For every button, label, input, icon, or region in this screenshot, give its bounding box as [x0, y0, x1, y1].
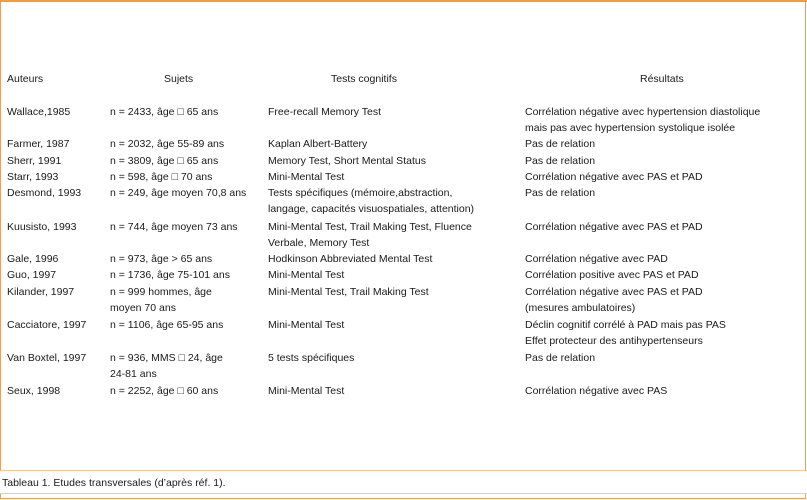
table-caption: Tableau 1. Etudes transversales (d’après réf. 1).	[2, 477, 226, 489]
cell-results: Pas de relation	[525, 155, 596, 167]
caption-bar	[0, 470, 807, 494]
cell-results: Corrélation négative avec hypertension diastolique	[525, 106, 761, 118]
cell-results: Corrélation négative avec PAS et PAD	[525, 221, 703, 233]
header-results: Résultats	[640, 73, 684, 85]
cell-tests: Kaplan Albert-Battery	[268, 138, 368, 150]
cell-results: Pas de relation	[525, 352, 596, 364]
cell-subjects: n = 2032, âge 55-89 ans	[110, 138, 225, 150]
cell-results: Corrélation négative avec PAD	[525, 253, 668, 265]
cell-subjects: n = 973, âge > 65 ans	[110, 253, 213, 265]
cell-author: Farmer, 1987	[7, 138, 70, 150]
cell-tests: Mini-Mental Test	[268, 319, 345, 331]
cell-results: mais pas avec hypertension systolique isolée	[525, 122, 736, 135]
cell-subjects: moyen 70 ans	[110, 302, 176, 315]
cell-tests: Tests spécifiques (mémoire,abstraction,	[268, 187, 453, 199]
cell-tests: Mini-Mental Test	[268, 385, 345, 397]
cell-tests: langage, capacités visuospatiales, attention)	[268, 203, 475, 216]
cell-author: Cacciatore, 1997	[7, 319, 87, 331]
cell-subjects: n = 1736, âge 75-101 ans	[110, 269, 230, 281]
cell-tests: Mini-Mental Test	[268, 269, 345, 281]
cell-results: Corrélation positive avec PAS et PAD	[525, 269, 699, 281]
cell-results: Déclin cognitif corrélé à PAD mais pas PAS	[525, 319, 726, 331]
cell-results: Pas de relation	[525, 138, 596, 150]
cell-subjects: n = 999 hommes, âge	[110, 286, 212, 298]
cell-author: Kuusisto, 1993	[7, 221, 77, 233]
cell-tests: Free-recall Memory Test	[268, 106, 381, 118]
cell-author: Seux, 1998	[7, 385, 61, 397]
header-authors: Auteurs	[7, 73, 44, 85]
cell-subjects: n = 249, âge moyen 70,8 ans	[110, 187, 247, 199]
header-subjects: Sujets	[164, 73, 194, 85]
cell-results: Corrélation négative avec PAS et PAD	[525, 286, 703, 298]
cell-tests: Verbale, Memory Test	[268, 237, 370, 250]
cell-results: Pas de relation	[525, 187, 596, 199]
cell-tests: Mini-Mental Test	[268, 171, 345, 183]
cell-subjects: n = 744, âge moyen 73 ans	[110, 221, 238, 233]
cell-subjects: n = 1106, âge 65-95 ans	[110, 319, 224, 331]
header-tests: Tests cognitifs	[331, 73, 397, 85]
cell-tests: Memory Test, Short Mental Status	[268, 155, 426, 167]
cell-author: Kilander, 1997	[7, 286, 75, 298]
cell-subjects: n = 936, MMS □ 24, âge	[110, 352, 223, 364]
cell-subjects: n = 598, âge □ 70 ans	[110, 171, 213, 183]
cell-results: (mesures ambulatoires)	[525, 302, 636, 315]
cell-results: Corrélation négative avec PAS	[525, 385, 668, 397]
cell-author: Wallace,1985	[7, 106, 71, 118]
cell-author: Van Boxtel, 1997	[7, 352, 87, 364]
cell-subjects: n = 3809, âge □ 65 ans	[110, 155, 219, 167]
cell-tests: Hodkinson Abbreviated Mental Test	[268, 253, 433, 265]
cell-subjects: n = 2252, âge □ 60 ans	[110, 385, 219, 397]
cell-results: Effet protecteur des antihypertenseurs	[525, 335, 703, 348]
cell-results: Corrélation négative avec PAS et PAD	[525, 171, 703, 183]
cell-author: Gale, 1996	[7, 253, 59, 265]
cell-author: Guo, 1997	[7, 269, 57, 281]
cell-subjects: n = 2433, âge □ 65 ans	[110, 106, 219, 118]
cell-subjects: 24-81 ans	[110, 368, 157, 381]
cell-tests: Mini-Mental Test, Trail Making Test, Fluence	[268, 221, 472, 233]
cell-author: Desmond, 1993	[7, 187, 82, 199]
cell-author: Starr, 1993	[7, 171, 59, 183]
cell-author: Sherr, 1991	[7, 155, 62, 167]
cell-tests: 5 tests spécifiques	[268, 352, 355, 364]
cell-tests: Mini-Mental Test, Trail Making Test	[268, 286, 429, 298]
